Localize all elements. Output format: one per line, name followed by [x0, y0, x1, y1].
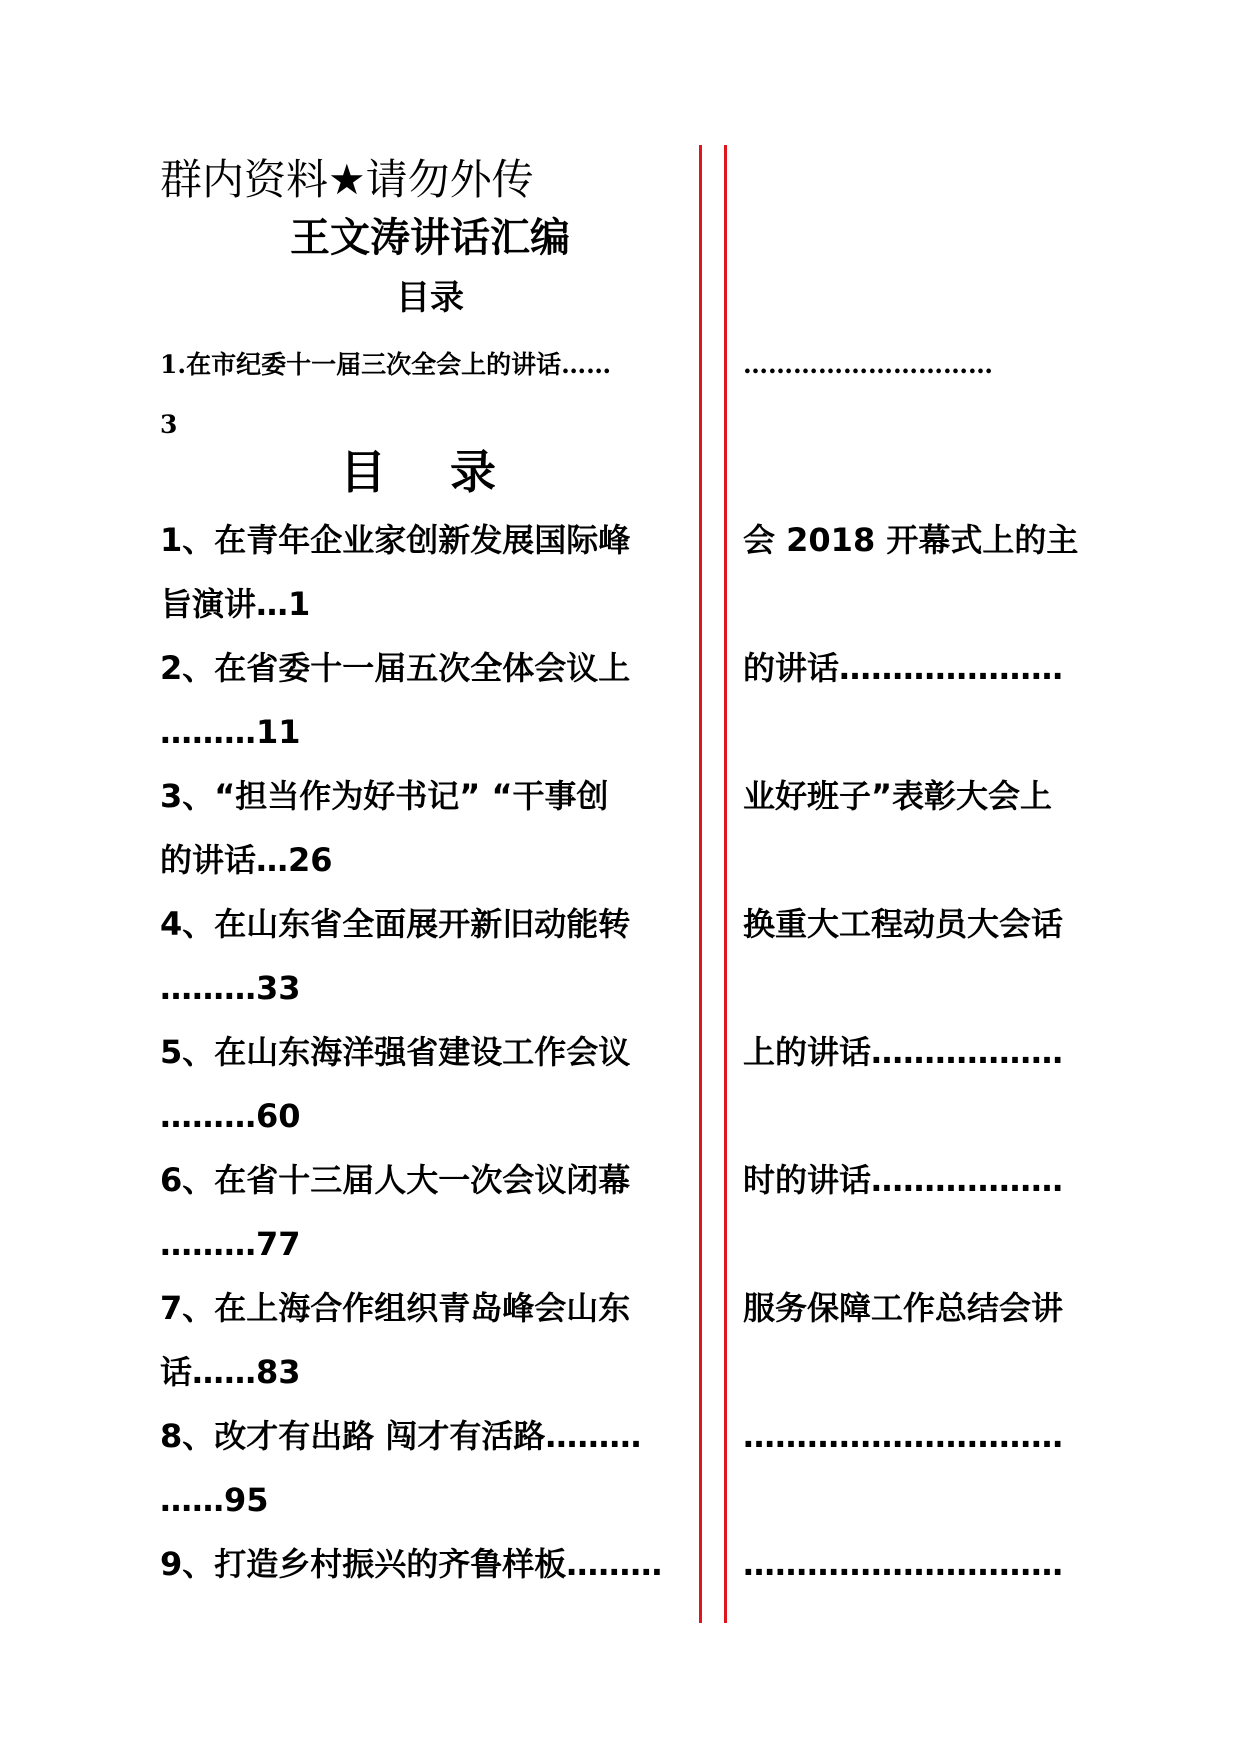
toc-entry-8-line1-right: …………………………: [743, 1417, 1063, 1455]
confidential-notice: 群内资料★请勿外传: [160, 155, 534, 204]
toc-entry-2-line1-left: 2、在省委十一届五次全体会议上: [160, 649, 631, 687]
toc-entry-6-line1-right: 时的讲话………………: [743, 1161, 1064, 1199]
first-entry-page: 3: [160, 410, 178, 439]
toc-entry-3-line2: 的讲话…26: [160, 841, 333, 879]
toc-entry-8-line1-left: 8、改才有出路 闯才有活路………: [160, 1417, 642, 1455]
toc-entry-4-line2: ………33: [160, 969, 301, 1007]
toc-entry-2-line1-right: 的讲话…………………: [743, 649, 1064, 687]
toc-entry-9-line1-left: 9、打造乡村振兴的齐鲁样板………: [160, 1545, 663, 1583]
toc-entry-8-line2: ……95: [160, 1481, 269, 1519]
toc-entry-6-line1-left: 6、在省十三届人大一次会议闭幕: [160, 1161, 631, 1199]
toc-entry-7-line1-left: 7、在上海合作组织青岛峰会山东: [160, 1289, 631, 1327]
toc-entry-5-line1-left: 5、在山东海洋强省建设工作会议: [160, 1033, 631, 1071]
toc-entry-2-line2: ………11: [160, 713, 301, 751]
toc-entry-3-line1-right: 业好班子”表彰大会上: [743, 777, 1053, 815]
toc-entry-5-line2: ………60: [160, 1097, 301, 1135]
toc-entry-4-line1-left: 4、在山东省全面展开新旧动能转: [160, 905, 631, 943]
red-vertical-rule-right: [724, 145, 727, 1623]
contents-subtitle: 目录: [396, 278, 464, 318]
toc-entry-5-line1-right: 上的讲话………………: [743, 1033, 1064, 1071]
toc-entry-1-line2: 旨演讲…1: [160, 585, 311, 623]
document-title: 王文涛讲话汇编: [290, 215, 570, 261]
red-vertical-rule-left: [699, 145, 702, 1623]
toc-entry-1-line1-right: 会 2018 开幕式上的主: [743, 521, 1079, 559]
first-entry-title: 1.在市纪委十一届三次全会上的讲话……: [160, 350, 612, 379]
toc-entry-3-line1-left: 3、“担当作为好书记” “干事创: [160, 777, 609, 815]
toc-entry-7-line2: 话……83: [160, 1353, 301, 1391]
toc-entry-9-line1-right: …………………………: [743, 1545, 1063, 1583]
toc-entry-7-line1-right: 服务保障工作总结会讲: [743, 1289, 1064, 1327]
toc-entry-4-line1-right: 换重大工程动员大会话: [743, 905, 1064, 943]
toc-heading: 目 录: [339, 445, 520, 499]
toc-entry-6-line2: ………77: [160, 1225, 301, 1263]
toc-entry-1-line1-left: 1、在青年企业家创新发展国际峰: [160, 521, 631, 559]
first-entry-leader: …………………………: [743, 350, 993, 379]
